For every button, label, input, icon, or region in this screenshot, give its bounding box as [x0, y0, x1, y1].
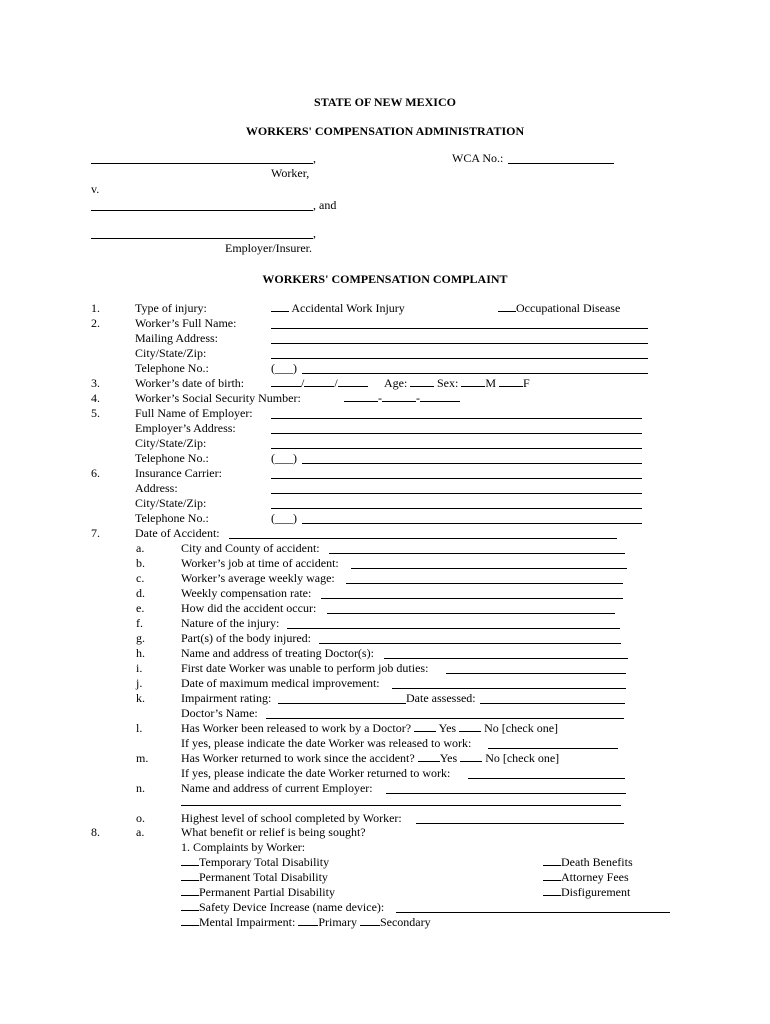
- current-employer-line-2[interactable]: [181, 805, 621, 806]
- treating-doctor-line[interactable]: [384, 658, 628, 659]
- sub-letter: c.: [136, 571, 145, 585]
- accidental-option[interactable]: Accidental Work Injury: [271, 301, 405, 315]
- ssn-label: Worker’s Social Security Number:: [135, 391, 301, 405]
- date-of-accident-label: Date of Accident:: [135, 526, 220, 540]
- sub-letter: k.: [136, 691, 145, 705]
- versus-label: v.: [91, 182, 100, 196]
- form-title: WORKERS' COMPENSATION COMPLAINT: [262, 272, 508, 286]
- city-county-line[interactable]: [329, 553, 625, 554]
- nature-of-injury-label: Nature of the injury:: [181, 616, 280, 630]
- date-assessed-line[interactable]: [480, 703, 625, 704]
- sex-field[interactable]: Sex: M F: [437, 376, 530, 390]
- impairment-rating-line[interactable]: [278, 703, 406, 704]
- accident-occur-line[interactable]: [327, 613, 615, 614]
- area-code[interactable]: (___): [271, 511, 297, 525]
- sub-letter: j.: [136, 676, 143, 690]
- insurance-carrier-line[interactable]: [271, 478, 642, 479]
- type-of-injury-label: Type of injury:: [135, 301, 207, 315]
- employer-line[interactable]: [91, 210, 313, 211]
- returned-date-label: If yes, please indicate the date Worker returned to work:: [181, 766, 451, 780]
- compensation-rate-line[interactable]: [321, 598, 623, 599]
- insurer-line[interactable]: [91, 238, 313, 239]
- ppd-option[interactable]: Permanent Partial Disability: [181, 885, 335, 899]
- released-yes-box[interactable]: [414, 721, 436, 732]
- age-field[interactable]: Age:: [384, 376, 434, 390]
- weekly-wage-line[interactable]: [346, 583, 623, 584]
- body-parts-label: Part(s) of the body injured:: [181, 631, 311, 645]
- sub-letter: d.: [136, 586, 145, 600]
- item-number: 8.: [91, 825, 100, 839]
- doctor-name-line[interactable]: [266, 718, 624, 719]
- carrier-city-label: City/State/Zip:: [135, 496, 207, 510]
- occupational-option[interactable]: Occupational Disease: [498, 301, 620, 315]
- item-number: 7.: [91, 526, 100, 540]
- safety-device-line[interactable]: [396, 912, 670, 913]
- accident-occur-label: How did the accident occur:: [181, 601, 317, 615]
- impairment-rating-label: Impairment rating:: [181, 691, 272, 705]
- area-code[interactable]: (___): [271, 361, 297, 375]
- doctor-name-label: Doctor’s Name:: [181, 706, 258, 720]
- date-of-accident-line[interactable]: [229, 538, 617, 539]
- unable-to-work-line[interactable]: [446, 673, 626, 674]
- sub-letter: i.: [136, 661, 143, 675]
- school-level-line[interactable]: [416, 823, 624, 824]
- disfigurement-option[interactable]: Disfigurement: [543, 885, 630, 899]
- mmi-line[interactable]: [392, 688, 626, 689]
- sub-letter: g.: [136, 631, 145, 645]
- mental-impairment-option[interactable]: Mental Impairment: Primary Secondary: [181, 915, 431, 929]
- employer-city-label: City/State/Zip:: [135, 436, 207, 450]
- weekly-wage-label: Worker’s average weekly wage:: [181, 571, 335, 585]
- worker-name-line[interactable]: [91, 163, 313, 164]
- ttd-option[interactable]: Temporary Total Disability: [181, 855, 329, 869]
- mailing-address-line[interactable]: [271, 343, 648, 344]
- wca-no-line[interactable]: [508, 163, 614, 164]
- job-at-accident-line[interactable]: [351, 568, 627, 569]
- secondary-box[interactable]: [360, 915, 380, 926]
- primary-box[interactable]: [298, 915, 318, 926]
- worker-full-name-line[interactable]: [271, 328, 648, 329]
- compensation-rate-label: Weekly compensation rate:: [181, 586, 312, 600]
- item-number: 2.: [91, 316, 100, 330]
- item-number: 4.: [91, 391, 100, 405]
- sub-letter: l.: [136, 721, 143, 735]
- returned-no-box[interactable]: [460, 751, 482, 762]
- carrier-telephone-label: Telephone No.:: [135, 511, 209, 525]
- employer-address-line[interactable]: [271, 433, 642, 434]
- worker-label: Worker,: [271, 166, 310, 180]
- item-number: 3.: [91, 376, 100, 390]
- worker-full-name-label: Worker’s Full Name:: [135, 316, 237, 330]
- agency-heading: WORKERS' COMPENSATION ADMINISTRATION: [245, 124, 525, 138]
- released-question: Has Worker been released to work by a Doctor? Yes No [check one]: [181, 721, 559, 735]
- employer-name-label: Full Name of Employer:: [135, 406, 253, 420]
- death-benefits-option[interactable]: Death Benefits: [543, 855, 633, 869]
- sub-letter: e.: [136, 601, 145, 615]
- school-level-label: Highest level of school completed by Worker:: [181, 811, 402, 825]
- employer-city-line[interactable]: [271, 448, 642, 449]
- released-date-label: If yes, please indicate the date Worker was released to work:: [181, 736, 472, 750]
- sub-letter: a.: [136, 541, 145, 555]
- job-at-accident-label: Worker’s job at time of accident:: [181, 556, 339, 570]
- ssn-field[interactable]: - -: [344, 391, 460, 405]
- released-no-box[interactable]: [459, 721, 481, 732]
- sub-letter: a.: [136, 825, 145, 839]
- employer-telephone-label: Telephone No.:: [135, 451, 209, 465]
- complaints-label: 1. Complaints by Worker:: [181, 840, 306, 854]
- benefit-sought-label: What benefit or relief is being sought?: [181, 825, 366, 839]
- returned-yes-box[interactable]: [418, 751, 440, 762]
- returned-question: Has Worker returned to work since the accident? Yes No [check one]: [181, 751, 560, 765]
- telephone-line[interactable]: [302, 373, 648, 374]
- sub-letter: f.: [136, 616, 143, 630]
- complaint-form-page: STATE OF NEW MEXICO WORKERS' COMPENSATION ADMINISTRATION , WCA No.: Worker, v. , and , Employer/Insurer. WORKERS' COMPENSATION COMPLAINT 1. Type of injury: Accidental Work Injury Occupational Disease 2. Worker’s Full Name: Mailing Address: City/State/Zip: Telephone No.: (___) 3. Worker’s date of birth: / / Age: Sex: M F 4. Worker’s Social Security Number: - - 5. Full Name of Employer: Employer’s Address: City/State/Zip: Telephone No.: (___) 6. Insurance Carrier: Address: City/State/Zip: Telephone No.: (___) 7. Date of Accident: a. City and County of accident: b. Worker’s job at time of accident: c. Worker’s average weekly wage: d. Weekly compensation rate: e. How did the accident occur: f. Nature of the injury: g. Part(s) of the body injured: h. Name and address of treating Doctor(s): i. First date Worker was unable to perform job duties: j. Date of maximum medical improvement: k. Impairment rating: Date assessed: Doctor’s Name: l. Has Worker been released to work by a Doctor? Yes No [check one] If yes, please indicate the date Worker was released to work: m. Has Worker returned to work since the accident? Yes No [check one] If yes, please indicate the date Worker returned to work: n. Name and address of current Employer: o. Highest level of school completed by Worker: 8. a. What benefit or relief is being sought? 1. Complaints by Worker: Temporary Total Disability Permanent Total Disability Permanent Partial Disability Safety Device Increase (name device): Mental Impairment: Primary Secondary Death Benefits Attorney Fees Disfigurement: [0, 0, 770, 1024]
- nature-of-injury-line[interactable]: [287, 628, 620, 629]
- current-employer-label: Name and address of current Employer:: [181, 781, 373, 795]
- date-assessed-label: Date assessed:: [406, 691, 476, 705]
- item-number: 1.: [91, 301, 100, 315]
- state-heading: STATE OF NEW MEXICO: [314, 95, 456, 109]
- returned-date-line[interactable]: [468, 778, 625, 779]
- sub-letter: b.: [136, 556, 145, 570]
- current-employer-line[interactable]: [386, 793, 626, 794]
- mailing-address-label: Mailing Address:: [135, 331, 218, 345]
- body-parts-line[interactable]: [319, 643, 621, 644]
- treating-doctor-label: Name and address of treating Doctor(s):: [181, 646, 374, 660]
- insurance-carrier-label: Insurance Carrier:: [135, 466, 222, 480]
- city-state-zip-label: City/State/Zip:: [135, 346, 207, 360]
- carrier-city-line[interactable]: [271, 508, 642, 509]
- area-code[interactable]: (___): [271, 451, 297, 465]
- dob-label: Worker’s date of birth:: [135, 376, 245, 390]
- safety-device-option[interactable]: Safety Device Increase (name device):: [181, 900, 384, 914]
- carrier-telephone-line[interactable]: [302, 523, 642, 524]
- city-county-label: City and County of accident:: [181, 541, 320, 555]
- sub-letter: h.: [136, 646, 145, 660]
- dob-field[interactable]: / /: [271, 376, 368, 390]
- sub-letter: n.: [136, 781, 145, 795]
- sub-letter: o.: [136, 811, 145, 825]
- carrier-address-label: Address:: [135, 481, 178, 495]
- telephone-label: Telephone No.:: [135, 361, 209, 375]
- ptd-option[interactable]: Permanent Total Disability: [181, 870, 328, 884]
- released-date-line[interactable]: [488, 748, 618, 749]
- item-number: 5.: [91, 406, 100, 420]
- employer-insurer-label: Employer/Insurer.: [225, 241, 312, 255]
- city-state-zip-line[interactable]: [271, 358, 648, 359]
- and-label: , and: [313, 198, 337, 212]
- item-number: 6.: [91, 466, 100, 480]
- attorney-fees-option[interactable]: Attorney Fees: [543, 870, 629, 884]
- employer-telephone-line[interactable]: [302, 463, 642, 464]
- carrier-address-line[interactable]: [271, 493, 642, 494]
- mmi-label: Date of maximum medical improvement:: [181, 676, 380, 690]
- wca-no-label: WCA No.:: [452, 151, 504, 165]
- sub-letter: m.: [136, 751, 149, 765]
- unable-to-work-label: First date Worker was unable to perform job duties:: [181, 661, 429, 675]
- employer-address-label: Employer’s Address:: [135, 421, 236, 435]
- employer-name-line[interactable]: [271, 418, 642, 419]
